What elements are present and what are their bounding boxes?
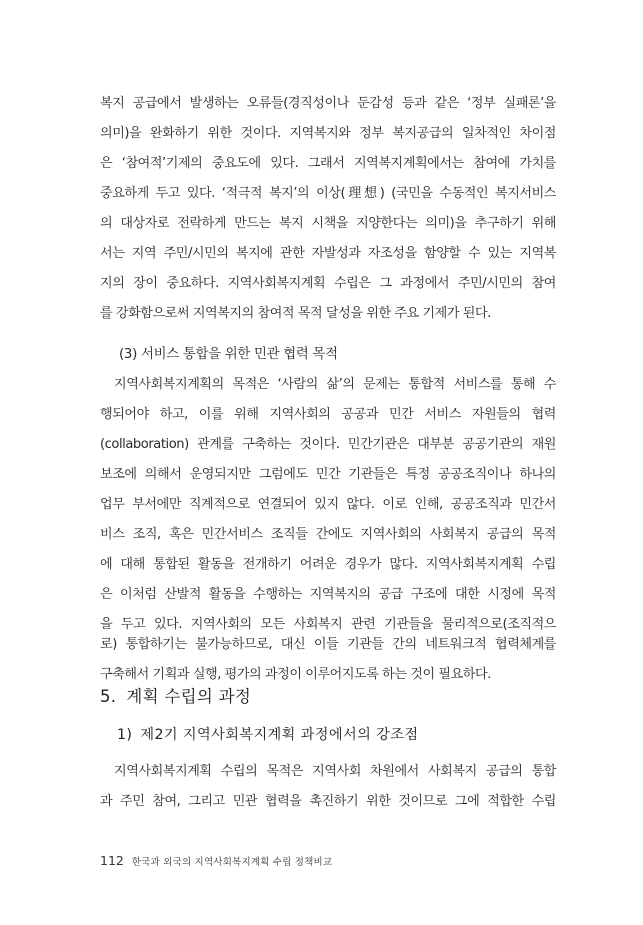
text-line: 비스 조직, 혹은 민간서비스 조직들 간에도 지역사회의 사회복지 공급의 목적: [100, 527, 556, 542]
subsection-heading: [117, 723, 418, 747]
text-line: 를 강화함으로써 지역복지의 참여적 목적 달성을 위한 주요 기제가 된다.: [100, 306, 491, 321]
subheading-3: (3) 서비스 통합을 위한 민관 협력 목적: [119, 347, 338, 362]
page-footer: [100, 850, 332, 870]
text-line: 지역사회복지계획의 목적은 ‘사람의 삶’의 문제는 통합적 서비스를 통해 수: [114, 377, 556, 392]
section-number: 5.: [100, 687, 117, 706]
subsection-number: 1): [117, 727, 133, 743]
running-title: 한국과 외국의 지역사회복지계획 수립 정책비교: [131, 857, 333, 868]
text-line: 업무 부서에만 직계적으로 연결되어 있지 않다. 이로 인해, 공공조직과 민간서: [100, 497, 556, 512]
text-line: 보조에 의해서 운영되지만 그럼에도 민간 기관들은 특정 공공조직이나 하나의: [100, 467, 556, 482]
text-line: 의 대상자로 전락하게 만드는 복지 시책을 지양한다는 의미)을 추구하기 위해: [100, 216, 556, 231]
text-line: 중요하게 두고 있다. ‘적극적 복지’의 이상(理想) (국민을 수동적인 복지서비스: [100, 186, 556, 201]
text-line: 행되어야 하고, 이를 위해 지역사회의 공공과 민간 서비스 자원들의 협력: [100, 407, 556, 422]
text-line: 에 대해 통합된 활동을 전개하기 어려운 경우가 많다. 지역사회복지계획 수립: [100, 557, 556, 572]
text-line: 의미)을 완화하기 위한 것이다. 지역복지와 정부 복지공급의 일차적인 차이점: [100, 126, 556, 141]
section-title: 계획 수립의 과정: [126, 687, 252, 706]
text-line: 서는 지역 주민/시민의 복지에 관한 자발성과 자조성을 함양할 수 있는 지역복: [100, 246, 556, 261]
text-line: 은 ‘참여적’기제의 중요도에 있다. 그래서 지역복지계획에서는 참여에 가치를: [100, 156, 556, 171]
text-line: 지의 장이 중요하다. 지역사회복지계획 수립은 그 과정에서 주민/시민의 참여: [100, 276, 556, 291]
text-line: 로) 통합하기는 불가능하므로, 대신 이들 기관들 간의 네트워크적 협력체계를: [100, 637, 556, 652]
subsection-title: 제2기 지역사회복지계획 과정에서의 강조점: [140, 727, 419, 743]
text-line: (collaboration) 관계를 구축하는 것이다. 민간기관은 대부분 공공기관의 재원: [100, 437, 556, 452]
text-line: 은 이처럼 산발적 활동을 수행하는 지역복지의 공급 구조에 대한 시정에 목적: [100, 587, 556, 602]
text-line: 지역사회복지계획 수립의 목적은 지역사회 차원에서 사회복지 공급의 통합: [114, 764, 556, 779]
text-line: 을 두고 있다. 지역사회의 모든 사회복지 관련 기관들을 물리적으로(조직적으: [100, 617, 556, 632]
page-number: 112: [100, 853, 124, 868]
text-line: 과 주민 참여, 그리고 민관 협력을 촉진하기 위한 것이므로 그에 적합한 수립: [100, 794, 556, 809]
section-heading: [100, 683, 251, 711]
text-line: 구축해서 기획과 실행, 평가의 과정이 이루어지도록 하는 것이 필요하다.: [100, 667, 491, 682]
text-line: 복지 공급에서 발생하는 오류들(경직성이나 둔감성 등과 같은 ‘정부 실패론’을: [100, 96, 556, 111]
